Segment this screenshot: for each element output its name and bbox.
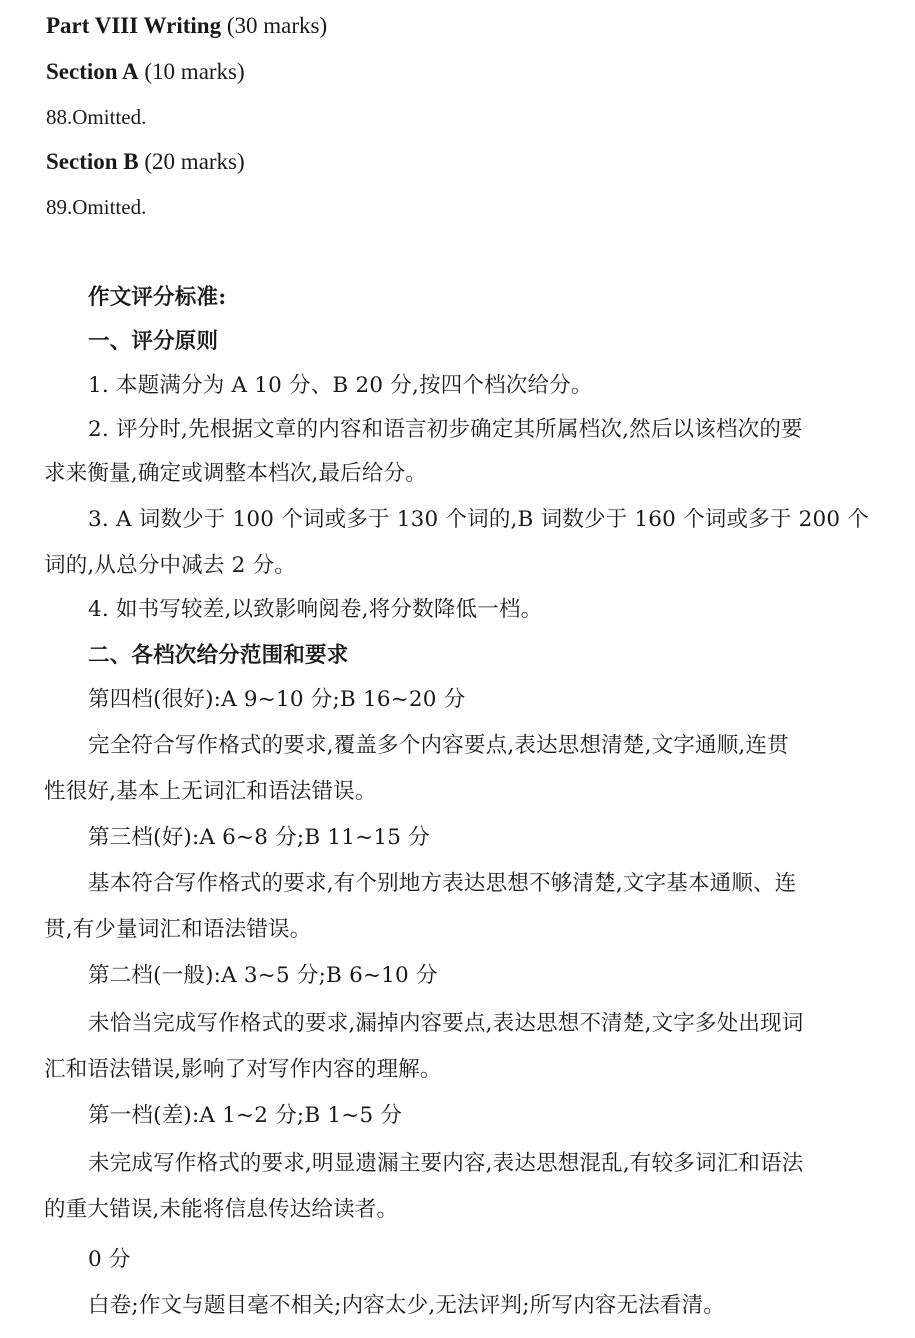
rule-4: 4. 如书写较差,以致影响阅卷,将分数降低一档。 — [88, 597, 543, 622]
section-a-title: Section A — [46, 59, 139, 84]
level-3-line-2: 贯,有少量词汇和语法错误。 — [44, 917, 312, 942]
section-b-title: Section B — [46, 149, 139, 174]
question-89: 89.Omitted. — [46, 195, 147, 219]
levels-heading: 二、各档次给分范围和要求 — [88, 643, 349, 668]
level-4-line-2: 性很好,基本上无词汇和语法错误。 — [44, 779, 377, 804]
rule-1: 1. 本题满分为 A 10 分、B 20 分,按四个档次给分。 — [88, 373, 593, 398]
level-2-line-2: 汇和语法错误,影响了对写作内容的理解。 — [44, 1057, 442, 1082]
level-2-line-1: 未恰当完成写作格式的要求,漏掉内容要点,表达思想不清楚,文字多处出现词 — [88, 1011, 804, 1036]
section-a-heading — [46, 58, 245, 86]
principles-heading: 一、评分原则 — [88, 329, 219, 354]
criteria-title: 作文评分标准: — [88, 285, 227, 310]
question-88: 88.Omitted. — [46, 105, 147, 129]
level-2-title: 第二档(一般):A 3~5 分;B 6~10 分 — [88, 963, 438, 988]
part-heading — [46, 12, 327, 40]
rule-2-line-1: 2. 评分时,先根据文章的内容和语言初步确定其所属档次,然后以该档次的要 — [88, 417, 803, 442]
rule-3-line-2: 词的,从总分中减去 2 分。 — [44, 553, 296, 578]
level-3-line-1: 基本符合写作格式的要求,有个别地方表达思想不够清楚,文字基本通顺、连 — [88, 871, 797, 896]
section-b-marks: (20 marks) — [144, 149, 245, 174]
section-b-heading — [46, 148, 245, 176]
level-1-line-2: 的重大错误,未能将信息传达给读者。 — [44, 1197, 399, 1222]
rule-2-line-2: 求来衡量,确定或调整本档次,最后给分。 — [44, 461, 427, 486]
part-marks: (30 marks) — [226, 13, 328, 38]
level-1-line-1: 未完成写作格式的要求,明显遗漏主要内容,表达思想混乱,有较多词汇和语法 — [88, 1151, 804, 1176]
zero-score-line: 白卷;作文与题目毫不相关;内容太少,无法评判;所写内容无法看清。 — [88, 1293, 725, 1318]
level-4-line-1: 完全符合写作格式的要求,覆盖多个内容要点,表达思想清楚,文字通顺,连贯 — [88, 733, 789, 758]
level-1-title: 第一档(差):A 1~2 分;B 1~5 分 — [88, 1103, 403, 1128]
zero-score-title: 0 分 — [88, 1247, 131, 1272]
part-title: Part VIII Writing — [46, 13, 222, 38]
level-4-title: 第四档(很好):A 9~10 分;B 16~20 分 — [88, 687, 466, 712]
level-3-title: 第三档(好):A 6~8 分;B 11~15 分 — [88, 825, 430, 850]
section-a-marks: (10 marks) — [144, 59, 245, 84]
rule-3-line-1: 3. A 词数少于 100 个词或多于 130 个词的,B 词数少于 160 个词或多于 200 个 — [88, 507, 869, 532]
